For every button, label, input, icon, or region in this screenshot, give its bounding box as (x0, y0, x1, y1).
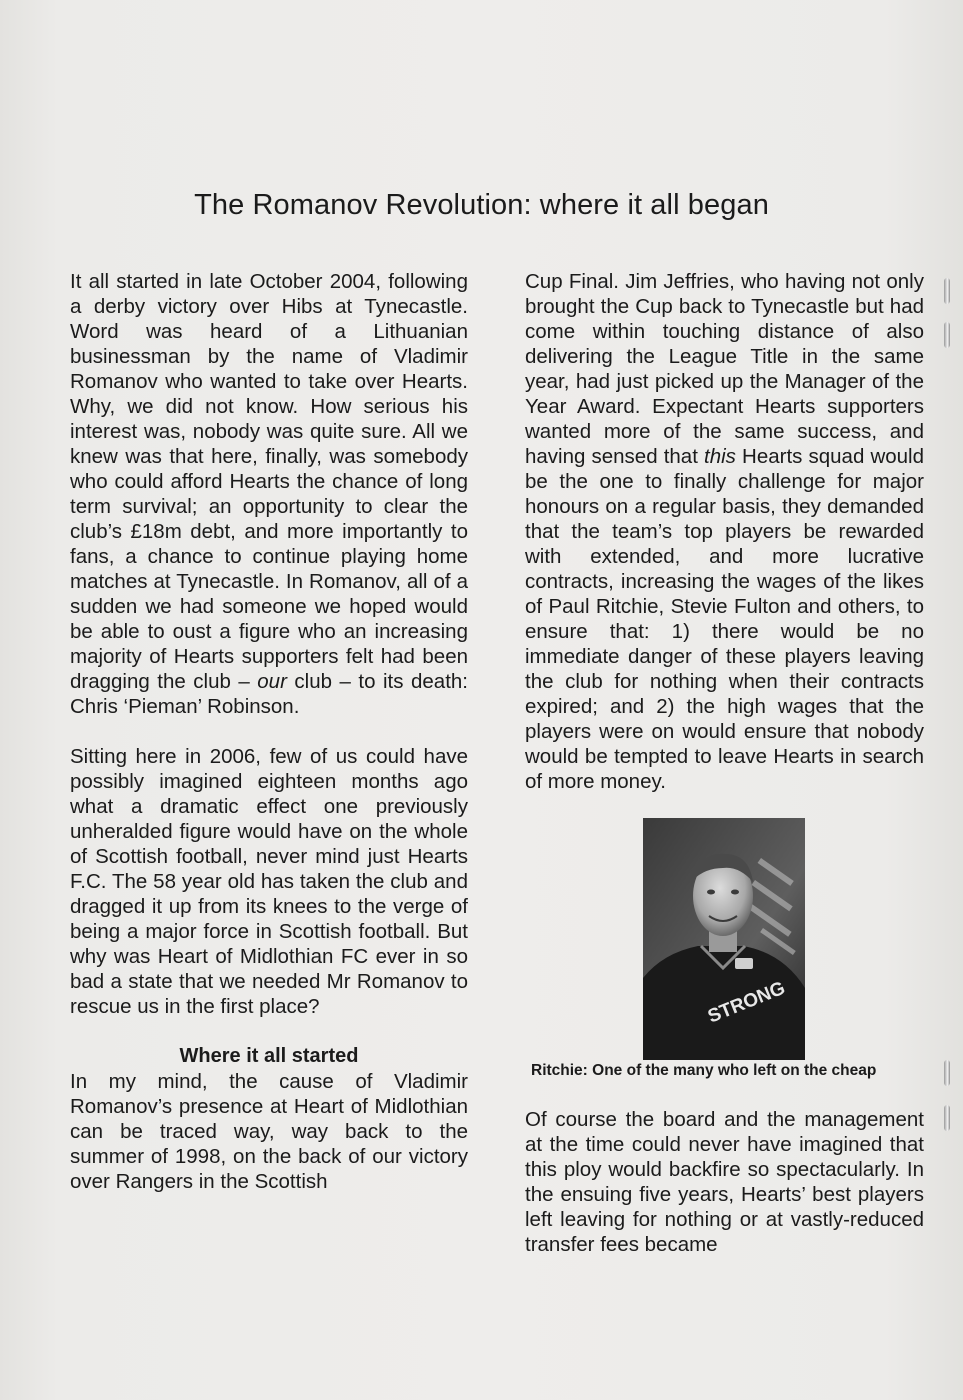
left-column (70, 269, 468, 1194)
paragraph: It all started in late October 2004, following a derby victory over Hibs at Tynecastle. Word was heard of a Lithuanian businessman by the name of Vladimir Romanov who wanted to take over Hearts. Why, we did not know. How serious his interest was, nobody was quite sure. All we knew was that here, finally, was somebody who could afford Hearts the chance of long term survival; an opportunity to clear the club’s £18m debt, and more importantly to fans, a chance to continue playing home matches at Tynecastle. In Romanov, all of a sudden we had someone we hoped would be able to oust a figure who an increasing majority of Hearts supporters felt had been dragging the club – our club – to its death: Chris ‘Pieman’ Robinson. (70, 270, 468, 718)
emphasis-text: this (704, 445, 736, 468)
paragraph: In my mind, the cause of Vladimir Romanov’s presence at Heart of Midlothian can be traced way, way back to the summer of 1998, on the back of our victory over Rangers in the Scottish (70, 1070, 468, 1193)
article-title: The Romanov Revolution: where it all began (194, 189, 769, 221)
binder-ring-2 (944, 322, 950, 348)
binder-ring-1 (944, 278, 950, 304)
emphasis-text: our (257, 670, 287, 693)
binder-ring-4 (944, 1105, 950, 1131)
photo-caption: Ritchie: One of the many who left on the cheap (531, 1062, 877, 1079)
paragraph: Of course the board and the management at the time could never have imagined that this ploy would backfire so spectacularly. In the ensuing five years, Hearts’ best players left leaving for nothing or at vastly-reduced transfer fees became (525, 1108, 924, 1256)
section-subheading: Where it all started (179, 1045, 359, 1067)
binder-ring-3 (944, 1060, 950, 1086)
paragraph: Sitting here in 2006, few of us could have possibly imagined eighteen months ago what a dramatic effect one previously unheralded figure would have on the whole of Scottish football, never mind just Hearts F.C. The 58 year old has taken the club and dragged it up from its knees to the verge of being a major force in Scottish football. But why was Heart of Midlothian FC ever in so bad a state that we needed Mr Romanov to rescue us in the first place? (70, 745, 468, 1018)
shirt-sponsor-text: STRONG (705, 977, 789, 1028)
right-column (525, 269, 924, 794)
paragraph: Cup Final. Jim Jeffries, who having not only brought the Cup back to Tynecastle but had come within touching distance of also delivering the League Title in the same year, had just picked up the Manager of the Year Award. Expectant Hearts supporters wanted more of the same success, and having sensed that this Hearts squad would be the one to finally challenge for major honours on a regular basis, they demanded that the team’s top players be rewarded with extended, and more lucrative contracts, increasing the wages of the likes of Paul Ritchie, Stevie Fulton and others, to ensure that: 1) there would be no immediate danger of these players leaving the club for nothing when their contracts expired; and 2) the high wages that the players were on would ensure that nobody would be tempted to leave Hearts in search of more money. (525, 270, 925, 793)
bleed-through-text (70, 120, 930, 165)
player-photo (643, 818, 805, 1060)
right-column-continued (525, 1107, 924, 1257)
